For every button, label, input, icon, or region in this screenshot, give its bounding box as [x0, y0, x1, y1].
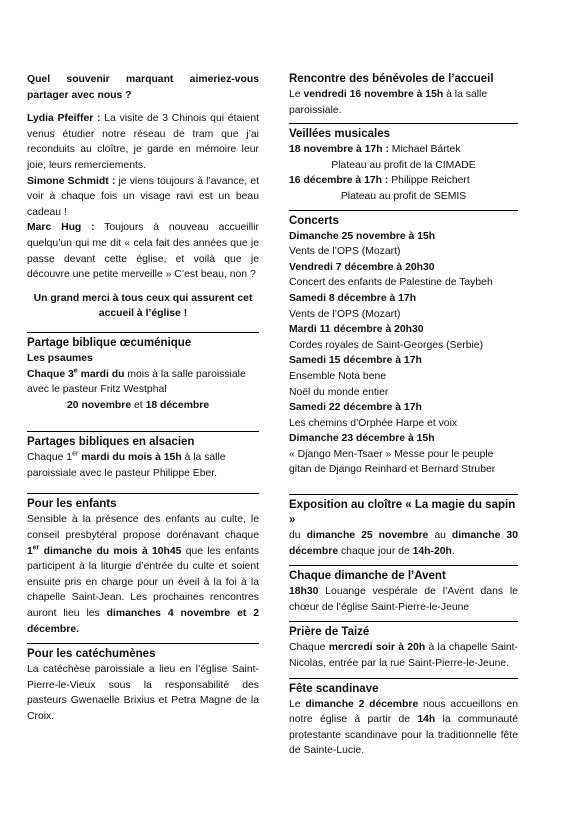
concert-date: Mardi 11 décembre à 20h30: [289, 324, 424, 336]
concert-date: Samedi 15 décembre à 17h: [289, 355, 422, 367]
section-body: Le vendredi 16 novembre à 15h à la salle paroissiale.: [289, 89, 488, 116]
concert-desc: Noël du monde entier: [289, 386, 389, 398]
testimonial-3: [27, 220, 259, 282]
veillee-item: 18 novembre à 17h : Michael Bártek: [289, 144, 461, 156]
concert-desc: Les chemins d’Orphée Harpe et voix: [289, 417, 458, 429]
testimonial-name: Simone Schmidt :: [27, 175, 116, 187]
section-body: Chaque mercredi soir à 20h à la chapelle Saint-Nicolas, entrée par la rue Saint-Pierre-le-Jeune.: [289, 642, 519, 670]
section-body: 18h30 Louange vespérale de l’Avent dans le chœur de l’église Saint-Pierre-le-Jeune: [289, 586, 518, 613]
section-exposition: [289, 494, 518, 559]
concert-date: Dimanche 23 décembre à 15h: [289, 433, 435, 445]
section-catechumenes: [27, 643, 259, 724]
section-title: Exposition au cloître « La magie du sapin »: [289, 499, 516, 527]
left-column: [27, 72, 259, 725]
testimonial-text: je viens toujours à l’avance, et voir à chaque fois un visage ravi est un beau cadeau !: [27, 175, 259, 218]
veillee-note: Plateau au profit de la CIMADE: [331, 159, 476, 171]
section-title: Pour les catéchumènes: [27, 648, 156, 661]
concert-date: Vendredi 7 décembre à 20h30: [289, 261, 435, 273]
testimonial-name: Lydia Pfeiffer :: [27, 113, 101, 125]
concert-date: Dimanche 25 novembre à 15h: [289, 230, 436, 242]
veillee-item: 16 décembre à 17h : Philippe Reichert: [289, 175, 470, 187]
concert-desc: Concert des enfants de Palestine de Taybeh: [289, 277, 493, 289]
section-scandinave: [289, 678, 518, 759]
section-title: Concerts: [289, 214, 339, 227]
section-title: Partage biblique œcuménique: [27, 336, 192, 349]
thanks-message: Un grand merci à tous ceux qui assurent cet accueil à l’église !: [33, 292, 253, 320]
testimonial-name: Marc Hug :: [27, 222, 95, 234]
section-title: Chaque dimanche de l’Avent: [289, 570, 446, 583]
section-avent: [289, 565, 518, 615]
section-title: Prière de Taizé: [289, 626, 370, 639]
section-body: Sensible à la présence des enfants au culte, le conseil presbytéral propose dorénavant chaque 1er dimanche du mois à 10h45 que les enfants participent à la liturgie d’entrée du culte et soient ensuite pris en charge pour un éveil à la foi à la chapelle Saint-Jean. Les prochaines rencontres auront lieu les dimanches 4 novembre et 2 décembre.: [27, 514, 259, 635]
concert-date: Samedi 22 décembre à 17h: [289, 402, 422, 414]
concert-desc: « Django Men-Tsaer » Messe pour le peuple gitan de Django Reinhard et Bernard Struber: [289, 448, 496, 476]
section-benevoles: [289, 72, 518, 118]
section-alsacien: [27, 431, 259, 481]
concert-desc: Vents de l’OPS (Mozart): [289, 308, 401, 320]
section-subtitle: Les psaumes: [27, 352, 93, 364]
section-taize: [289, 621, 518, 671]
section-title: Pour les enfants: [27, 498, 117, 511]
section-title: Veillées musicales: [289, 128, 391, 141]
question-heading: Quel souvenir marquant aimeriez-vous partager avec nous ?: [27, 74, 259, 101]
section-partage-biblique: [27, 332, 259, 413]
section-body: La catéchèse paroissiale a lieu en l’église Saint-Pierre-le-Vieux sous la responsabilité des pasteurs Gwenaelle Brixius et Petra Magne de la Croix.: [27, 664, 259, 722]
testimonial-2: [27, 174, 259, 221]
section-title: Fête scandinave: [289, 682, 379, 695]
concert-desc: Ensemble Nota bene: [289, 370, 387, 382]
testimonial-text: Toujours à nouveau accueillir quelqu’un qui me dit « cela fait des années que je passe devant cette église, et voilà que je découvre une petite merveille » C’est beau, non ?: [27, 222, 259, 281]
section-concerts: [289, 210, 518, 479]
concert-desc: Vents de l’OPS (Mozart): [289, 246, 401, 258]
testimonial-text: La visite de 3 Chinois qui étaient venus étudier notre réseau de tram que j’ai reconduits au cloître, je garde en mémoire leur joie, leurs remerciements.: [27, 113, 259, 171]
concert-date: Samedi 8 décembre à 17h: [289, 292, 417, 304]
right-column: [289, 72, 518, 759]
testimonial-1: [27, 111, 259, 173]
section-title: Rencontre des bénévoles de l’accueil: [289, 73, 494, 85]
section-body: Le dimanche 2 décembre nous accueillons en notre église à partir de 14h la communauté protestante scandinave pour la traditionnelle fête de Sainte-Lucie.: [289, 698, 519, 757]
section-body: Chaque 3e mardi du mois à la salle paroissiale avec le pasteur Fritz Westphal: [27, 367, 246, 396]
veillee-note: Plateau au profit de SEMIS: [340, 190, 467, 202]
section-dates: 20 novembre et 18 décembre: [67, 399, 210, 411]
concert-desc: Cordes royales de Saint-Georges (Serbie): [289, 339, 484, 351]
section-title: Partages bibliques en alsacien: [27, 436, 195, 449]
section-enfants: [27, 493, 259, 637]
section-body: du dimanche 25 novembre au dimanche 30 décembre chaque jour de 14h-20h.: [289, 530, 518, 557]
section-veillees: [289, 123, 518, 204]
section-body: Chaque 1er mardi du mois à 15h à la salle paroissiale avec le pasteur Philippe Eber.: [27, 450, 226, 479]
